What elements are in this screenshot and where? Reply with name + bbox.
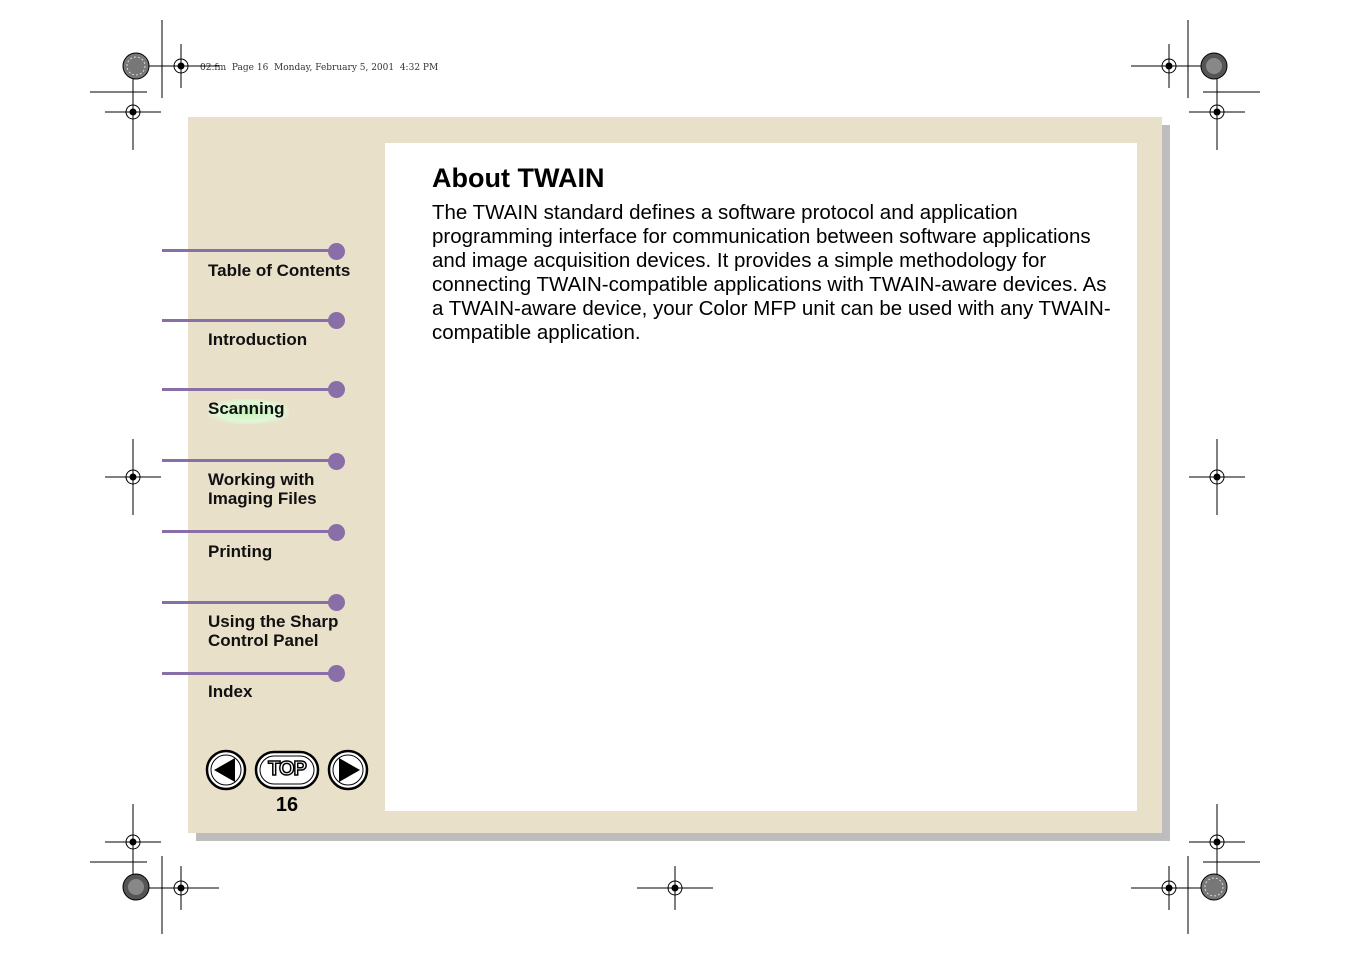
sidebar-item-table-of-contents[interactable]: Table of Contents: [208, 261, 351, 280]
content-panel: [385, 143, 1137, 811]
nav-dot: [328, 524, 345, 541]
sidebar-item-using-the-sharp-control-panel[interactable]: Using the Sharp Control Panel: [208, 612, 339, 650]
nav-dot: [328, 381, 345, 398]
nav-divider: [162, 601, 334, 604]
nav-dot: [328, 312, 345, 329]
sidebar-item-printing[interactable]: Printing: [208, 542, 273, 561]
page-title: About TWAIN: [432, 163, 605, 193]
nav-dot: [328, 594, 345, 611]
nav-divider: [162, 319, 334, 322]
print-header: 02.fm Page 16 Monday, February 5, 2001 4:32 PM: [200, 63, 439, 73]
nav-dot: [328, 453, 345, 470]
page-number: 16: [275, 794, 299, 816]
sidebar-item-introduction[interactable]: Introduction: [208, 330, 308, 349]
body-text: The TWAIN standard defines a software protocol and application programming interface for communication between software applications and image acquisition devices. It provides a simple methodology for connecting TWAIN-compatible applications with TWAIN-aware devices. As a TWAIN-aware device, your Color MFP unit can be used with any TWAIN-compatible application.: [432, 201, 1111, 344]
nav-dot: [328, 243, 345, 260]
nav-divider: [162, 459, 334, 462]
nav-dot: [328, 665, 345, 682]
sidebar-item-working-with-imaging-files[interactable]: Working with Imaging Files: [208, 470, 317, 508]
next-page-button[interactable]: [327, 749, 369, 791]
sidebar-item-index[interactable]: Index: [208, 682, 253, 701]
nav-divider: [162, 530, 334, 533]
top-button[interactable]: [254, 750, 320, 790]
top-button-label: TOP: [268, 758, 306, 780]
nav-divider: [162, 672, 334, 675]
sidebar-item-scanning[interactable]: Scanning: [208, 399, 289, 424]
prev-page-button[interactable]: [205, 749, 247, 791]
nav-divider: [162, 249, 334, 252]
nav-divider: [162, 388, 334, 391]
